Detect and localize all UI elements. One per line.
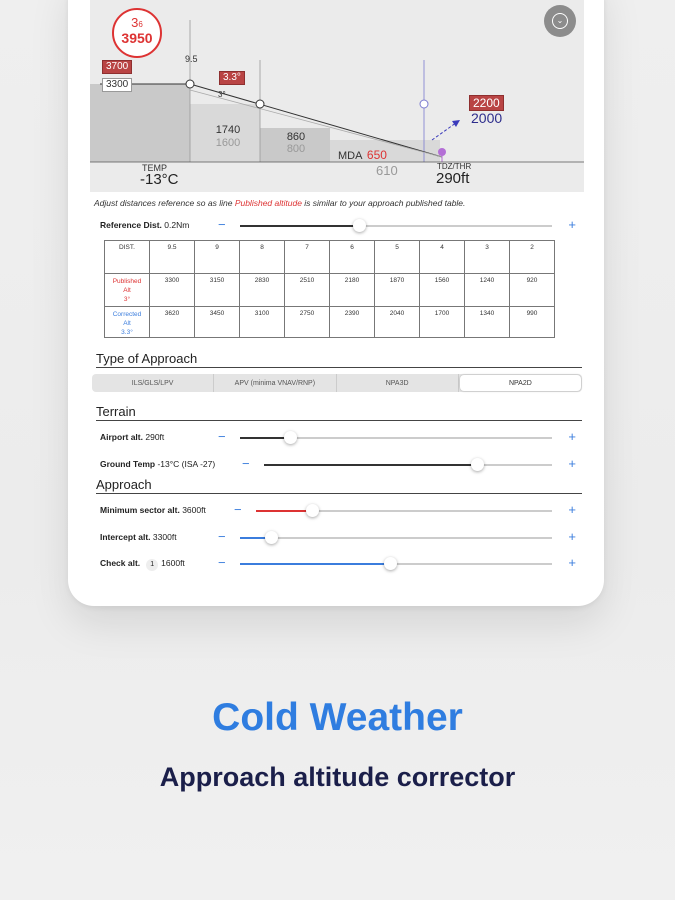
minimum-sector-plus-button[interactable]: + bbox=[568, 502, 576, 517]
seg2-bottom: 1600 bbox=[215, 137, 241, 149]
msa-badge: 36 3950 bbox=[112, 8, 162, 58]
airport-alt-slider[interactable] bbox=[240, 437, 552, 439]
collapse-button[interactable] bbox=[544, 5, 576, 37]
table-cell: 3100 bbox=[240, 307, 285, 338]
missed-value: 2000 bbox=[471, 110, 503, 126]
app-screen bbox=[90, 0, 584, 584]
published-header: Published Alt 3° bbox=[105, 274, 150, 307]
airport-alt-plus-button[interactable]: + bbox=[568, 429, 576, 444]
type-of-approach-title: Type of Approach bbox=[96, 351, 582, 368]
reference-plus-button[interactable]: + bbox=[568, 217, 576, 232]
check-alt-slider-thumb[interactable] bbox=[384, 557, 397, 570]
angle-box: 3.3° bbox=[219, 71, 245, 85]
intercept-minus-button[interactable]: − bbox=[218, 529, 226, 544]
ground-temp-plus-button[interactable]: + bbox=[568, 456, 576, 471]
missed-box: 2200 bbox=[469, 95, 504, 111]
seg2-top: 1740 bbox=[215, 124, 241, 136]
approach-option-npa3d[interactable]: NPA3D bbox=[337, 374, 459, 392]
table-cell: 1340 bbox=[465, 307, 510, 338]
table-cell: 2830 bbox=[240, 274, 285, 307]
check-alt-plus-button[interactable]: + bbox=[568, 555, 576, 570]
sdf-icon bbox=[256, 100, 264, 108]
table-cell: 1700 bbox=[420, 307, 465, 338]
step-start-box: 3700 bbox=[102, 60, 132, 74]
check-alt-slider[interactable] bbox=[240, 563, 552, 565]
reference-minus-button[interactable]: − bbox=[218, 217, 226, 232]
step-start-value: 3300 bbox=[102, 78, 132, 92]
table-cell: 2180 bbox=[330, 274, 375, 307]
missed-arrow-icon bbox=[452, 120, 460, 127]
table-cell: 3450 bbox=[195, 307, 240, 338]
mda-sub: 610 bbox=[376, 163, 398, 178]
table-cell: 3620 bbox=[150, 307, 195, 338]
altitude-table bbox=[104, 240, 555, 338]
table-cell: 990 bbox=[510, 307, 555, 338]
table-cell: 9.5 bbox=[150, 241, 195, 274]
mda-label: MDA 650 bbox=[338, 148, 387, 162]
seg3-bottom: 800 bbox=[286, 143, 306, 155]
faf-icon bbox=[186, 80, 194, 88]
table-cell: 2510 bbox=[285, 274, 330, 307]
approach-option-npa2d[interactable]: NPA2D bbox=[460, 375, 581, 391]
table-cell: 3150 bbox=[195, 274, 240, 307]
table-cell: 1870 bbox=[375, 274, 420, 307]
table-cell: 2750 bbox=[285, 307, 330, 338]
approach-type-selector bbox=[92, 374, 582, 392]
temp-label: TEMP bbox=[142, 163, 168, 173]
intercept-plus-button[interactable]: + bbox=[568, 529, 576, 544]
table-cell: 1560 bbox=[420, 274, 465, 307]
angle-published: 3° bbox=[218, 90, 226, 99]
airport-alt-row: Airport alt. 290ft − + bbox=[100, 429, 576, 444]
mda-value: 650 bbox=[366, 148, 387, 162]
table-cell: 7 bbox=[285, 241, 330, 274]
minimum-sector-minus-button[interactable]: − bbox=[234, 502, 242, 517]
airport-alt-slider-thumb[interactable] bbox=[284, 431, 297, 444]
seg3-top: 860 bbox=[286, 131, 306, 143]
table-cell: 1240 bbox=[465, 274, 510, 307]
approach-title: Approach bbox=[96, 477, 582, 494]
minimum-sector-slider[interactable] bbox=[256, 510, 552, 512]
check-step-badge[interactable]: 1 bbox=[146, 559, 158, 571]
minimum-sector-row: Minimum sector alt. 3600ft − + bbox=[100, 502, 576, 517]
table-cell: 920 bbox=[510, 274, 555, 307]
intercept-slider[interactable] bbox=[240, 537, 552, 539]
caption-subtitle: Approach altitude corrector bbox=[159, 762, 516, 792]
check-alt-row: Check alt. 1 1600ft − + bbox=[100, 555, 576, 570]
minimum-sector-slider-thumb[interactable] bbox=[306, 504, 319, 517]
table-cell: 3300 bbox=[150, 274, 195, 307]
table-cell: 9 bbox=[195, 241, 240, 274]
ground-temp-slider-thumb[interactable] bbox=[471, 458, 484, 471]
table-cell: 2390 bbox=[330, 307, 375, 338]
intercept-row: Intercept alt. 3300ft − + bbox=[100, 529, 576, 544]
chevron-down-icon: ⌄ bbox=[552, 13, 568, 29]
table-cell: 6 bbox=[330, 241, 375, 274]
ground-temp-row: Ground Temp -13°C (ISA -27) − + bbox=[100, 456, 576, 471]
check-alt-minus-button[interactable]: − bbox=[218, 555, 226, 570]
ground-temp-minus-button[interactable]: − bbox=[242, 456, 250, 471]
approach-option-apv[interactable]: APV (minima VNAV/RNP) bbox=[214, 374, 336, 392]
reference-slider-thumb[interactable] bbox=[353, 219, 366, 232]
table-cell: 8 bbox=[240, 241, 285, 274]
reference-dist-row: Reference Dist. 0.2Nm − + bbox=[100, 217, 576, 232]
approach-profile-diagram bbox=[90, 0, 584, 192]
ground-temp-slider[interactable] bbox=[264, 464, 552, 466]
intercept-slider-thumb[interactable] bbox=[265, 531, 278, 544]
table-cell: 3 bbox=[465, 241, 510, 274]
reference-slider[interactable] bbox=[240, 225, 552, 227]
tdz-value: 290ft bbox=[436, 170, 470, 187]
corrected-header: Corrected Alt 3.3° bbox=[105, 307, 150, 338]
step-segment-1 bbox=[90, 84, 190, 162]
tdz-label: TDZ/THR bbox=[437, 162, 472, 171]
caption-title: Cold Weather bbox=[212, 696, 463, 739]
dist-header: DIST. bbox=[105, 241, 150, 274]
table-cell: 5 bbox=[375, 241, 420, 274]
airport-alt-minus-button[interactable]: − bbox=[218, 429, 226, 444]
dist-95-label: 9.5 bbox=[185, 54, 198, 64]
approach-option-ils[interactable]: ILS/GLS/LPV bbox=[92, 374, 214, 392]
map-icon bbox=[420, 100, 428, 108]
table-cell: 4 bbox=[420, 241, 465, 274]
temp-value: -13°C bbox=[140, 171, 179, 188]
terrain-title: Terrain bbox=[96, 404, 582, 421]
table-cell: 2 bbox=[510, 241, 555, 274]
table-cell: 2040 bbox=[375, 307, 420, 338]
hint-text: Adjust distances reference so as line Published altitude is similar to your approach published table. bbox=[94, 198, 466, 208]
